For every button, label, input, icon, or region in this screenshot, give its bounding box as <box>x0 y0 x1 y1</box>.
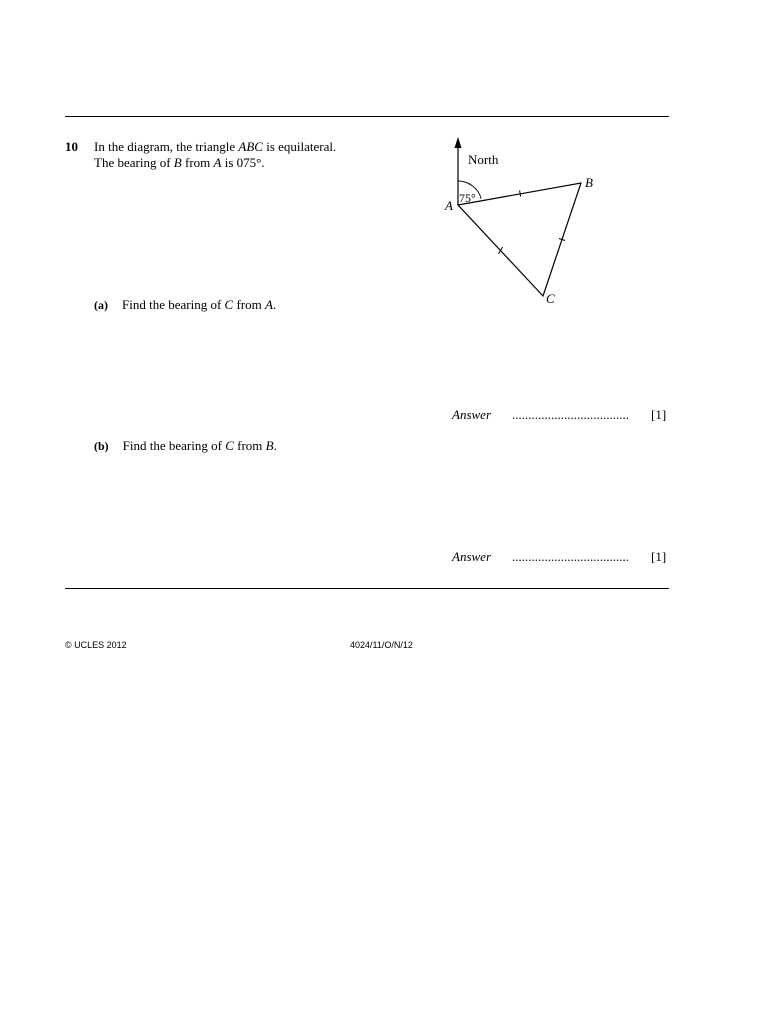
part-a-label: (a) <box>94 298 108 312</box>
tick-ab <box>520 191 521 197</box>
bottom-rule <box>65 588 669 589</box>
part-b-marks: [1] <box>651 549 667 564</box>
footer-paper-code: 4024/11/O/N/12 <box>350 640 413 650</box>
vertex-c-label: C <box>546 291 555 306</box>
part-a-answer-field[interactable]: .................................... <box>512 407 629 422</box>
part-b-question: (b) Find the bearing of C from B. <box>94 438 277 453</box>
question-number: 10 <box>65 139 78 154</box>
angle-label: 75° <box>459 191 476 205</box>
part-b-answer-label: Answer <box>452 549 491 564</box>
question-line-1: In the diagram, the triangle ABC is equilateral. <box>94 139 337 154</box>
vertex-b-label: B <box>585 175 593 190</box>
top-rule <box>65 116 669 117</box>
part-a-question: (a) Find the bearing of C from A. <box>94 297 277 312</box>
part-a-marks: [1] <box>651 407 667 422</box>
part-b-answer-field[interactable]: .................................... <box>512 549 629 564</box>
part-a-answer-label: Answer <box>452 407 491 422</box>
north-label: North <box>468 152 499 167</box>
tick-ac <box>499 247 503 254</box>
north-arrowhead <box>455 137 462 148</box>
bearing-diagram <box>430 130 630 315</box>
vertex-a-label: A <box>445 198 453 213</box>
part-b-label: (b) <box>94 439 109 453</box>
footer-copyright: © UCLES 2012 <box>65 640 127 650</box>
question-line-2: The bearing of B from A is 075°. <box>94 155 265 170</box>
